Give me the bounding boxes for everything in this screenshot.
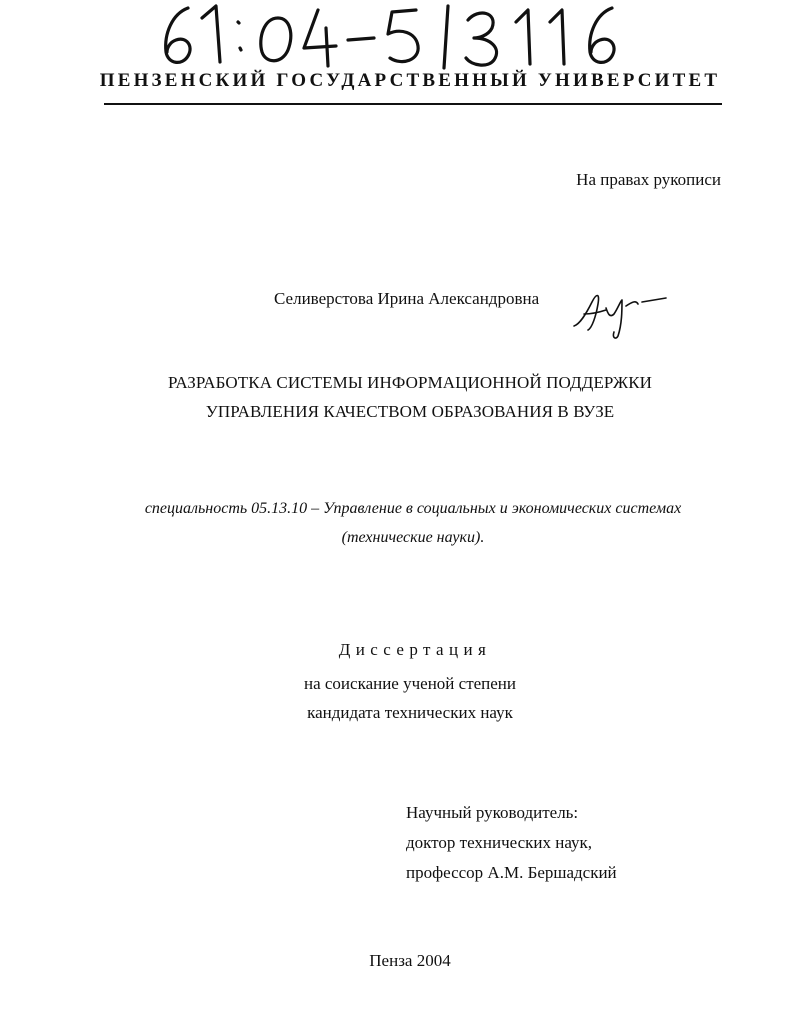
degree-block bbox=[80, 669, 740, 727]
specialty-line-1: специальность 05.13.10 – Управление в социальных и экономических системах bbox=[144, 500, 682, 517]
supervisor-name: профессор А.М. Бершадский bbox=[406, 863, 617, 882]
supervisor-label: Научный руководитель: bbox=[406, 803, 579, 822]
title-line-1: РАЗРАБОТКА СИСТЕМЫ ИНФОРМАЦИОННОЙ ПОДДЕРЖКИ bbox=[167, 373, 653, 392]
supervisor-degree: доктор технических наук, bbox=[406, 833, 593, 852]
title-line-2: УПРАВЛЕНИЯ КАЧЕСТВОМ ОБРАЗОВАНИЯ В ВУЗЕ bbox=[205, 402, 615, 421]
header-divider bbox=[104, 103, 722, 105]
supervisor-block bbox=[406, 798, 617, 888]
university-name: ПЕНЗЕНСКИЙ ГОСУДАРСТВЕННЫЙ УНИВЕРСИТЕТ bbox=[99, 70, 721, 91]
author-signature bbox=[566, 284, 676, 342]
city-year: Пенза 2004 bbox=[369, 951, 451, 970]
specialty-line-2: (технические науки). bbox=[341, 529, 485, 546]
degree-line-1: на соискание ученой степени bbox=[303, 674, 517, 693]
author-name: Селиверстова Ирина Александровна bbox=[274, 289, 540, 308]
dissertation-heading: Диссертация bbox=[338, 640, 492, 659]
handwritten-archive-number bbox=[150, 0, 670, 72]
manuscript-rights-note: На правах рукописи bbox=[576, 170, 721, 189]
dissertation-title bbox=[80, 368, 740, 426]
specialty-block bbox=[40, 494, 786, 552]
degree-line-2: кандидата технических наук bbox=[307, 703, 513, 722]
